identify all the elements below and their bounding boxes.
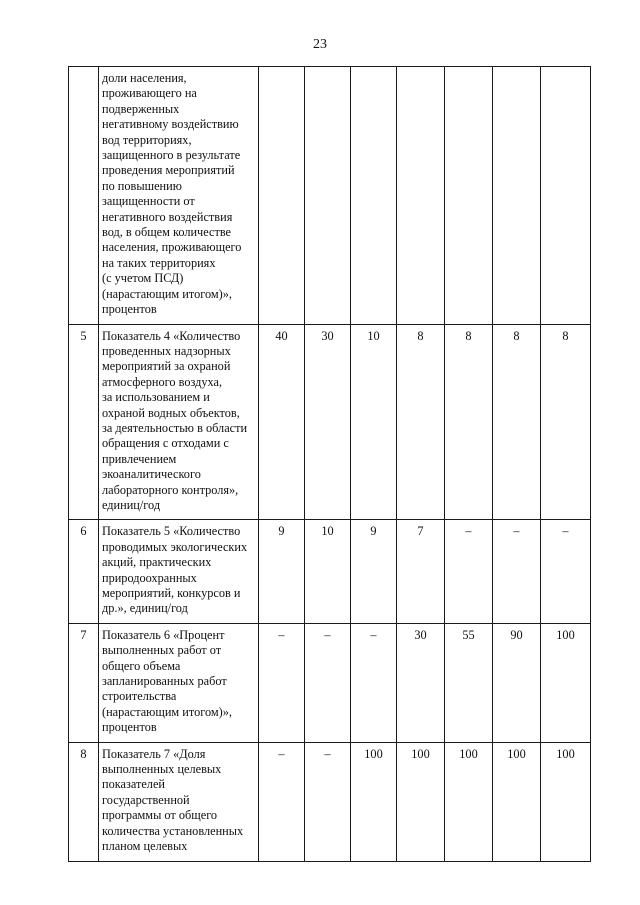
indicator-description-cell xyxy=(99,67,259,325)
indicator-value-cell: – xyxy=(305,623,351,742)
indicators-table xyxy=(68,66,591,862)
indicator-description-line: запланированных работ xyxy=(102,674,227,689)
indicator-value-cell: 55 xyxy=(445,623,493,742)
indicator-description-line: защищенного в результате xyxy=(102,148,241,163)
indicator-description-line: за использованием и xyxy=(102,390,210,405)
indicator-description-line: охраной водных объектов, xyxy=(102,405,240,420)
indicator-value-cell: 30 xyxy=(305,324,351,520)
indicator-value-cell: 40 xyxy=(259,324,305,520)
indicator-description-line: (с учетом ПСД) xyxy=(102,271,184,286)
indicator-value-cell xyxy=(541,67,591,325)
row-number-cell xyxy=(69,67,99,325)
indicator-description-line: проведения мероприятий xyxy=(102,163,235,178)
indicator-description-line: акций, практических xyxy=(102,555,212,570)
row-number-cell: 7 xyxy=(69,623,99,742)
indicator-description-line: программы от общего xyxy=(102,808,218,823)
indicator-description-cell xyxy=(99,520,259,623)
indicator-description-line: государственной xyxy=(102,792,190,807)
indicator-value-cell xyxy=(397,67,445,325)
indicator-description-line: за деятельностью в области xyxy=(102,420,248,435)
indicator-description-line: (нарастающим итогом)», xyxy=(102,286,232,301)
indicator-description-line: проводимых экологических xyxy=(102,539,248,554)
indicator-description-cell xyxy=(99,623,259,742)
indicator-value-cell xyxy=(351,67,397,325)
indicator-description-line: мероприятий за охраной xyxy=(102,359,231,374)
indicators-table-body xyxy=(69,67,591,862)
indicator-description-line: единиц/год xyxy=(102,497,161,512)
indicator-value-cell: 100 xyxy=(541,623,591,742)
indicator-description-line: природоохранных xyxy=(102,570,197,585)
indicator-value-cell: 7 xyxy=(397,520,445,623)
indicator-value-cell: – xyxy=(259,623,305,742)
indicator-description-line: др.», единиц/год xyxy=(102,601,188,616)
indicator-description-line: лабораторного контроля», xyxy=(102,482,239,497)
indicator-value-cell: – xyxy=(541,520,591,623)
indicator-value-cell: 8 xyxy=(493,324,541,520)
indicator-value-cell xyxy=(493,67,541,325)
indicator-description-line: подверженных xyxy=(102,101,180,116)
indicator-value-cell: – xyxy=(305,742,351,861)
indicator-description-cell xyxy=(99,324,259,520)
indicator-value-cell: 30 xyxy=(397,623,445,742)
indicator-description-line: Показатель 7 «Доля xyxy=(102,746,206,761)
indicator-value-cell: 10 xyxy=(351,324,397,520)
indicator-description-line: общего объема xyxy=(102,658,181,673)
indicator-value-cell: 100 xyxy=(493,742,541,861)
indicator-value-cell xyxy=(259,67,305,325)
indicator-description-line: планом целевых xyxy=(102,839,188,854)
row-number-cell: 6 xyxy=(69,520,99,623)
indicator-description-line: выполненных работ от xyxy=(102,643,222,658)
indicator-value-cell: – xyxy=(351,623,397,742)
indicator-description-line: проведенных надзорных xyxy=(102,343,231,358)
indicator-description-line: атмосферного воздуха, xyxy=(102,374,223,389)
table-row xyxy=(69,324,591,520)
indicator-value-cell: – xyxy=(445,520,493,623)
indicator-value-cell: 8 xyxy=(445,324,493,520)
indicator-description-line: населения, проживающего xyxy=(102,240,242,255)
indicator-value-cell: 8 xyxy=(541,324,591,520)
indicator-description-line: Показатель 6 «Процент xyxy=(102,627,225,642)
indicator-description-line: процентов xyxy=(102,302,157,317)
indicator-description-line: выполненных целевых xyxy=(102,762,222,777)
page-number: 23 xyxy=(313,37,327,52)
indicator-description-line: негативного воздействия xyxy=(102,209,233,224)
indicator-description-line: доли населения, xyxy=(102,71,187,85)
indicator-description-line: негативному воздействию xyxy=(102,117,239,132)
indicator-description-line: Показатель 5 «Количество xyxy=(102,524,241,539)
row-number-cell: 5 xyxy=(69,324,99,520)
indicator-description-line: по повышению xyxy=(102,178,182,193)
indicator-description-line: Показатель 4 «Количество xyxy=(102,328,241,343)
indicator-value-cell xyxy=(305,67,351,325)
row-number-cell: 8 xyxy=(69,742,99,861)
table-row xyxy=(69,520,591,623)
indicator-description-line: (нарастающим итогом)», xyxy=(102,704,232,719)
indicator-value-cell: – xyxy=(259,742,305,861)
table-row xyxy=(69,67,591,325)
indicator-description-line: проживающего на xyxy=(102,86,197,101)
indicator-description-line: процентов xyxy=(102,720,157,735)
indicator-value-cell: 8 xyxy=(397,324,445,520)
indicator-description-line: защищенности от xyxy=(102,194,195,209)
indicator-description-line: обращения с отходами с xyxy=(102,436,229,451)
indicator-value-cell: 9 xyxy=(351,520,397,623)
indicator-value-cell: 90 xyxy=(493,623,541,742)
indicator-value-cell: 9 xyxy=(259,520,305,623)
indicator-value-cell: – xyxy=(493,520,541,623)
indicator-description-line: вод территориях, xyxy=(102,132,192,147)
indicator-description-line: мероприятий, конкурсов и xyxy=(102,586,241,600)
indicator-value-cell: 10 xyxy=(305,520,351,623)
indicator-description-line: привлечением xyxy=(102,451,177,466)
indicator-description-line: строительства xyxy=(102,689,177,704)
table-row xyxy=(69,623,591,742)
indicator-description-line: на таких территориях xyxy=(102,255,216,270)
indicator-value-cell xyxy=(445,67,493,325)
indicator-value-cell: 100 xyxy=(541,742,591,861)
indicator-value-cell: 100 xyxy=(445,742,493,861)
table-row xyxy=(69,742,591,861)
indicator-description-line: количества установленных xyxy=(102,823,244,838)
indicator-description-line: вод, в общем количестве xyxy=(102,225,232,240)
indicator-value-cell: 100 xyxy=(397,742,445,861)
indicator-description-line: показателей xyxy=(102,777,165,792)
indicator-description-line: экоаналитического xyxy=(102,467,201,482)
indicator-value-cell: 100 xyxy=(351,742,397,861)
indicator-description-cell xyxy=(99,742,259,861)
